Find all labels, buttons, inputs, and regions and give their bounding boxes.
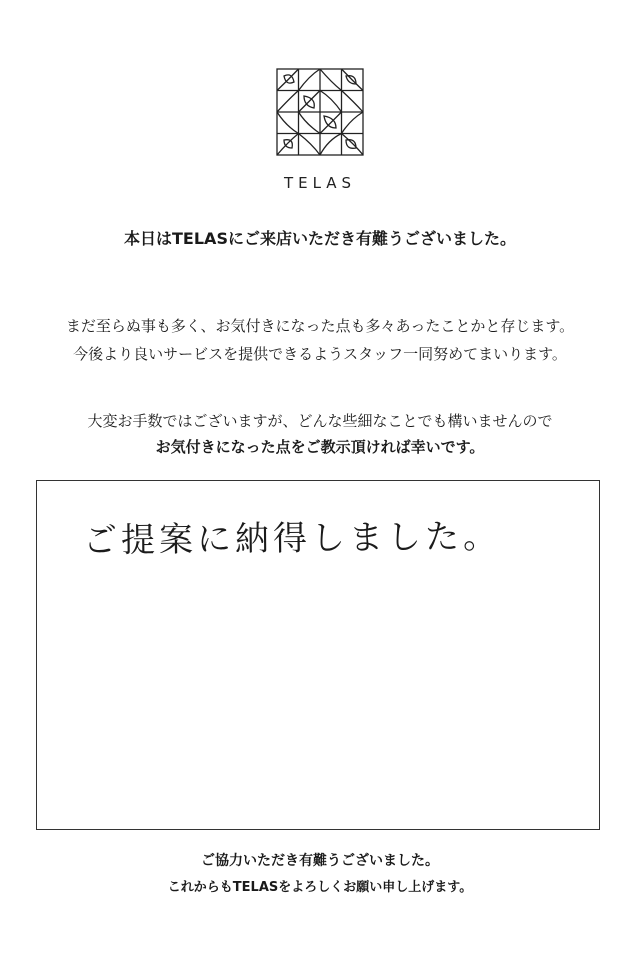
footer-closing: これからもTELASをよろしくお願い申し上げます。: [167, 880, 473, 895]
brand-name: TELAS: [283, 174, 357, 192]
intro-line-2: 今後より良いサービスを提供できるようスタッフ一同努めてまいります。: [73, 345, 567, 363]
intro-line-1: まだ至らぬ事も多く、お気付きになった点も多々あったことかと存じます。: [65, 317, 575, 335]
handwritten-comment: ご提案に納得しました。: [82, 516, 502, 561]
request-line-2: お気付きになった点をご教示頂ければ幸いです。: [155, 438, 485, 456]
footer-thanks: ご協力いただき有難うございました。: [201, 853, 439, 869]
welcome-message: 本日はTELASにご来店いただき有難うございました。: [124, 229, 516, 248]
request-line-1: 大変お手数ではございますが、どんな些細なことでも構いませんので: [87, 412, 553, 430]
telas-logo: [276, 68, 364, 156]
comment-box: [36, 480, 600, 830]
